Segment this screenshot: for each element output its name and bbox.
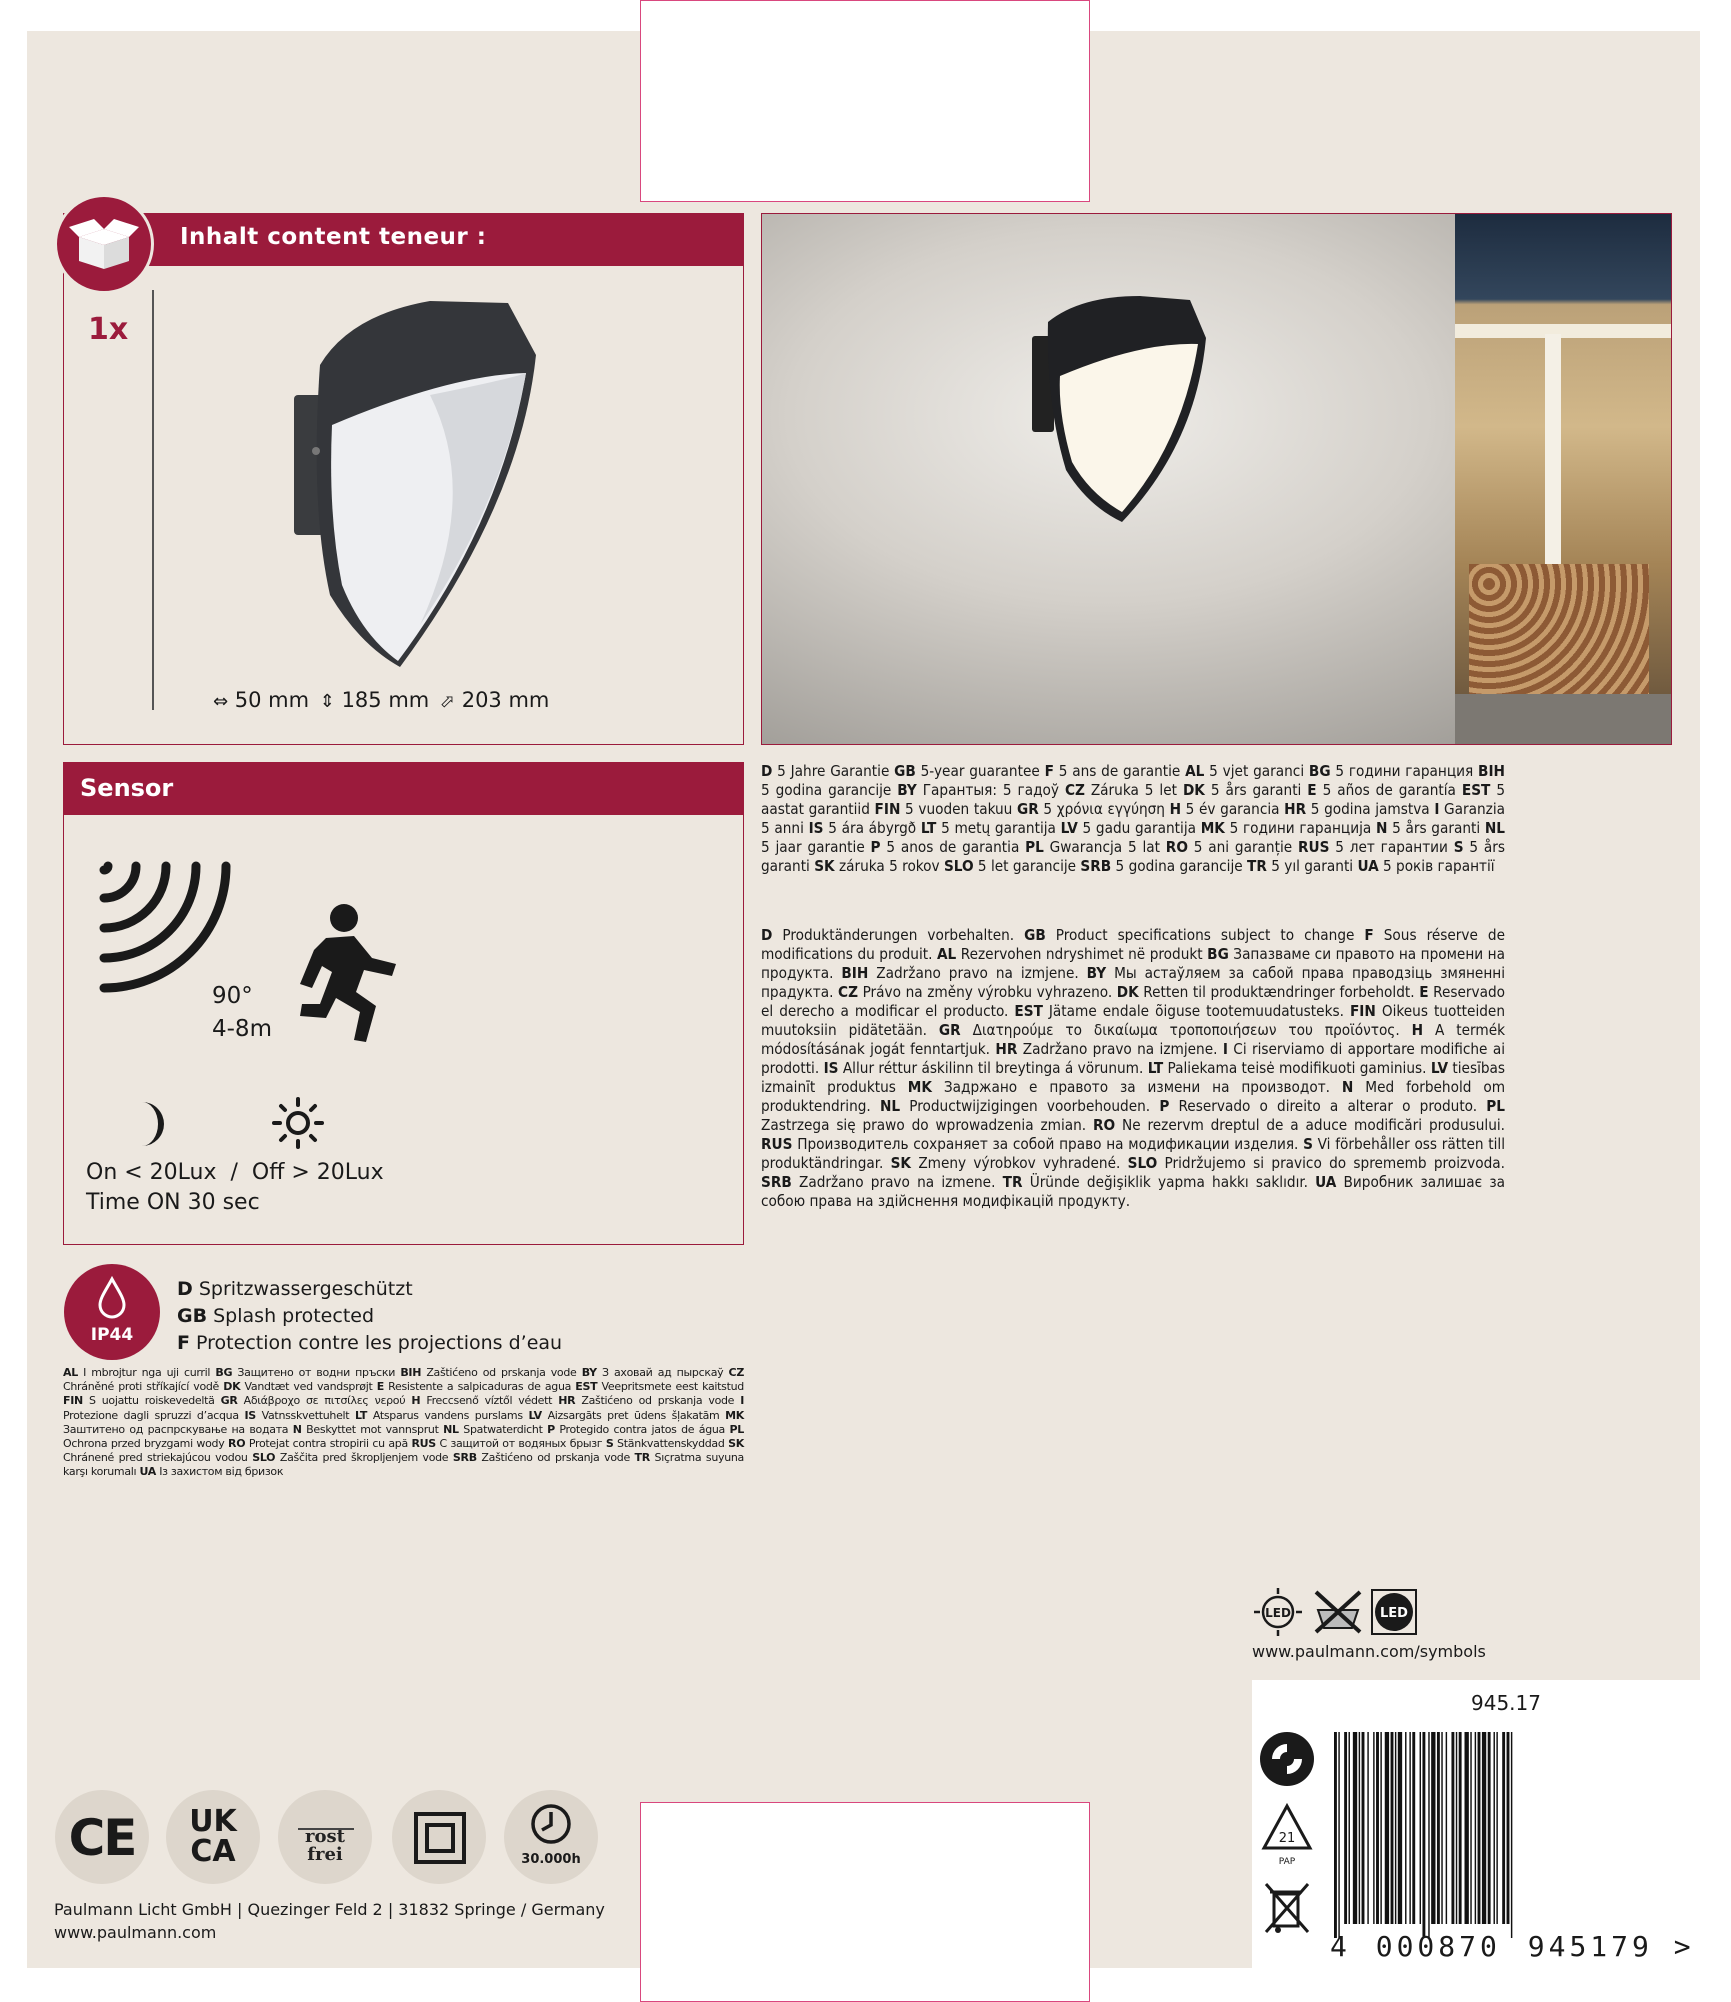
- barcode-bar: [1502, 1732, 1505, 1924]
- die-cut-bottom: [640, 1802, 1090, 2002]
- article-number: 945.17: [1471, 1691, 1541, 1715]
- guarantee-gb: GB 5-year guarantee: [894, 762, 1045, 780]
- sensor-header: [63, 762, 744, 815]
- barcode-bar: [1344, 1732, 1347, 1924]
- barcode-bar: [1420, 1732, 1421, 1924]
- guarantee-sk: SK záruka 5 rokov: [814, 857, 944, 875]
- barcode-bar: [1385, 1732, 1389, 1924]
- change-h: H A termék módosításának jogát fenntartjuk.: [761, 1021, 1506, 1058]
- width-value: 50 mm: [234, 688, 310, 712]
- ip-small-pl: PL Ochrona przed bryzgami wody: [63, 1422, 744, 1451]
- box-icon: [57, 197, 151, 291]
- barcode-bar: [1398, 1732, 1402, 1924]
- wheelie-bin-crossed-icon: [1262, 1880, 1312, 1936]
- sensor-title: Sensor: [80, 774, 174, 802]
- photo-carport-inset: [1455, 214, 1671, 745]
- recycle-pap-icon: [1258, 1800, 1316, 1868]
- barcode-digits: 4 000870 945179 >: [1330, 1930, 1691, 1963]
- moon-icon: [134, 1100, 170, 1148]
- change-e: E Reservado el derecho a modificar el producto.: [761, 983, 1505, 1020]
- sensor-lux: On < 20Lux / Off > 20Lux: [86, 1160, 384, 1185]
- change-hr: HR Zadržano pravo na izmjene.: [995, 1040, 1223, 1058]
- green-dot-icon: [1258, 1730, 1316, 1788]
- ip-small-lt: LT Atsparus vandens purslams: [355, 1408, 529, 1422]
- guarantee-mk: MK 5 години гаранција: [1200, 819, 1376, 837]
- change-gr: GR Διατηρούμε το δικαίωμα τροποποιήσεων του προϊόντος.: [938, 1021, 1412, 1039]
- symbols-url: www.paulmann.com/symbols: [1252, 1642, 1486, 1661]
- change-slo: SLO Pridržujemo si pravico do sprememb proizvoda.: [1127, 1154, 1505, 1172]
- width-arrow-icon: ⇔: [213, 691, 229, 712]
- clock-icon: [529, 1802, 573, 1846]
- barcode-bar: [1395, 1732, 1396, 1924]
- guarantee-e: E 5 años de garantía: [1307, 781, 1462, 799]
- depth-value: 203 mm: [461, 688, 550, 712]
- sensor-time: Time ON 30 sec: [86, 1190, 260, 1215]
- change-is: IS Allur réttur áskilinn til breytinga á vörunum.: [823, 1059, 1148, 1077]
- change-fin: FIN Oikeus tuotteiden muutoksiin pidätetään.: [761, 1002, 1505, 1039]
- change-p: P Reservado o direito a alterar o produto.: [1159, 1097, 1487, 1115]
- sun-icon: [272, 1097, 324, 1149]
- ip-small-bih: BIH Zaštićeno od prskanja vode: [400, 1366, 582, 1379]
- barcode-bar: [1353, 1732, 1357, 1924]
- guarantee-bih: BIH 5 godina garancije: [761, 762, 1505, 799]
- ip-small-al: AL I mbrojtur nga uji curril: [63, 1366, 216, 1379]
- guarantee-nl: NL 5 jaar garantie: [761, 819, 1505, 856]
- barcode-bar: [1441, 1732, 1442, 1924]
- ip-small-srb: SRB Zaštićeno od prskanja vode: [452, 1451, 635, 1465]
- barcode-bar: [1478, 1732, 1481, 1924]
- barcode-bar: [1367, 1732, 1368, 1924]
- barcode-bar: [1380, 1732, 1381, 1924]
- barcode-bar: [1409, 1732, 1410, 1924]
- running-person-icon: [296, 902, 404, 1042]
- ip-small-h: H Freccsenő víztől védett: [411, 1394, 559, 1408]
- change-ua: UA Виробник залишає за собою права на здійснення модифікацій продукту.: [761, 1173, 1505, 1210]
- product-photo: [761, 213, 1672, 745]
- barcode-bar: [1475, 1732, 1476, 1924]
- barcode-bar: [1362, 1732, 1365, 1924]
- change-nl: NL Productwijzigingen voorbehouden.: [879, 1097, 1160, 1115]
- barcode-bar: [1456, 1732, 1457, 1924]
- guarantee-rus: RUS 5 лет гарантии: [1297, 838, 1454, 856]
- ip44-badge: [64, 1264, 160, 1360]
- ip-small-cz: CZ Chráněné proti stříkající vodě: [63, 1366, 744, 1394]
- barcode-bar: [1459, 1732, 1462, 1924]
- contents-title: Inhalt content teneur :: [180, 224, 487, 250]
- change-bg: BG Запазваме си правото на промени на продукта.: [761, 945, 1505, 982]
- ukca-mark: UK CA: [166, 1790, 260, 1884]
- lifetime-mark: 30.000h: [504, 1790, 598, 1884]
- barcode-bar: [1451, 1732, 1454, 1924]
- led-symbols: [1252, 1586, 1452, 1638]
- guarantee-ua: UA 5 років гарантії: [1357, 857, 1495, 875]
- barcode-bar: [1422, 1732, 1425, 1938]
- ip-small-dk: DK Vandtæt ved vandsprøjt: [223, 1380, 377, 1394]
- svg-text:LED: LED: [1265, 1606, 1291, 1620]
- ip-small-ro: RO Protejat contra stropirii cu apă: [228, 1437, 412, 1451]
- ip-small-i: I Protezione dagli spruzzi d’acqua: [63, 1394, 745, 1422]
- guarantee-slo: SLO 5 let garancije: [943, 857, 1081, 875]
- guarantee-s: S 5 års garanti: [761, 838, 1505, 875]
- ip-small-slo: SLO Zaščita pred škropljenjem vode: [252, 1451, 453, 1465]
- barcode-bar: [1431, 1732, 1435, 1924]
- barcode-bar: [1482, 1732, 1486, 1924]
- height-arrow-icon: ⇕: [319, 691, 335, 712]
- guarantee-block: [761, 762, 1505, 876]
- ip-small-sk: SK Chránené pred striekajúcou vodou: [63, 1437, 744, 1465]
- ip-small-e: E Resistente a salpicaduras de agua: [376, 1380, 576, 1394]
- company-address: Paulmann Licht GmbH | Quezinger Feld 2 | 31832 Springe / Germany: [54, 1900, 605, 1919]
- guarantee-bg: BG 5 години гаранция: [1308, 762, 1479, 780]
- sensor-range: 4-8m: [212, 1016, 272, 1042]
- guarantee-lv: LV 5 gadu garantija: [1060, 819, 1201, 837]
- ean-barcode: [1330, 1732, 1630, 1954]
- ip-small-ua: UA Із захистом від бризок: [139, 1465, 284, 1479]
- change-bih: BIH Zadržano pravo na izmjene.: [841, 964, 1087, 982]
- guarantee-dk: DK 5 års garanti: [1182, 781, 1308, 799]
- ce-mark: CE: [55, 1790, 149, 1884]
- change-gb: GB Product specifications subject to change: [1024, 926, 1365, 944]
- barcode-bar: [1511, 1732, 1512, 1938]
- guarantee-is: IS 5 ára ábyrgð: [808, 819, 921, 837]
- barcode-bar: [1334, 1732, 1337, 1938]
- barcode-bar: [1494, 1732, 1495, 1924]
- change-n: N Med forbehold om produktendring.: [761, 1078, 1506, 1115]
- barcode-bar: [1470, 1732, 1471, 1924]
- ip-small-est: EST Veepritsmete eest kaitstud: [575, 1380, 744, 1394]
- guarantee-p: P 5 anos de garantia: [870, 838, 1026, 856]
- change-pl: PL Zastrzega się prawo do wprowadzenia zmian.: [761, 1097, 1505, 1134]
- ip-multilingual-block: [63, 1366, 744, 1480]
- barcode-bar: [1412, 1732, 1415, 1924]
- barcode-bar: [1373, 1732, 1374, 1924]
- guarantee-h: H 5 év garancia: [1169, 800, 1285, 818]
- change-f: F Sous réserve de modifications du produit.: [761, 926, 1505, 963]
- contents-header: [100, 213, 744, 266]
- dimensions-row: [213, 688, 549, 712]
- ip-line-gb: GB Splash protected: [177, 1305, 375, 1327]
- guarantee-srb: SRB 5 godina garancije: [1080, 857, 1248, 875]
- ip-line-d: D Spritzwassergeschützt: [177, 1278, 413, 1300]
- ip-small-p: P Protegido contra jatos de água: [547, 1422, 730, 1436]
- barcode-bar: [1359, 1732, 1360, 1924]
- ip-small-rus: RUS С защитой от водяных брызг: [411, 1437, 606, 1451]
- barcode-bar: [1376, 1732, 1379, 1924]
- ip-line-f: F Protection contre les projections d’eau: [177, 1332, 563, 1354]
- change-cz: CZ Právo na změny výrobku vyhrazeno.: [838, 983, 1117, 1001]
- guarantee-tr: TR 5 yıl garanti: [1247, 857, 1358, 875]
- guarantee-al: AL 5 vjet garanci: [1185, 762, 1309, 780]
- guarantee-gr: GR 5 χρόνια εγγύηση: [1016, 800, 1170, 818]
- guarantee-i: I Garanzia 5 anni: [761, 800, 1505, 837]
- change-lt: LT Paliekama teisė modifikuoti gaminius.: [1147, 1059, 1431, 1077]
- die-cut-top: [640, 0, 1090, 202]
- barcode-bar: [1507, 1732, 1510, 1924]
- change-al: AL Rezervohen ndryshimet në produkt: [936, 945, 1208, 963]
- guarantee-d: D 5 Jahre Garantie: [761, 762, 895, 780]
- no-replace-icon: [1312, 1588, 1364, 1636]
- ip-small-bg: BG Защитено от водни пръски: [215, 1366, 401, 1379]
- svg-text:LED: LED: [1380, 1606, 1408, 1621]
- class2-mark: [392, 1790, 486, 1884]
- barcode-bar: [1405, 1732, 1406, 1924]
- change-tr: TR Üründe değişiklik yapma hakkı saklıdır.: [1002, 1173, 1316, 1191]
- change-lv: LV tiesības izmainīt produktus: [761, 1059, 1506, 1096]
- ip-small-nl: NL Spatwaterdicht: [443, 1422, 548, 1436]
- change-ro: RO Ne rezervm dreptul de a aduce modificări produsului.: [1092, 1116, 1505, 1134]
- barcode-bar: [1488, 1732, 1491, 1924]
- ip-rating: IP44: [90, 1325, 134, 1345]
- quantity-label: 1x: [88, 312, 129, 347]
- ip-small-n: N Beskyttet mot vannsprut: [292, 1422, 444, 1436]
- guarantee-cz: CZ Záruka 5 let: [1064, 781, 1183, 799]
- ip-small-fin: FIN S uojattu roiskevedeltä: [63, 1394, 221, 1408]
- guarantee-f: F 5 ans de garantie: [1044, 762, 1186, 780]
- depth-arrow-icon: ⬀: [439, 691, 456, 712]
- ip-small-tr: TR Sıçratma suyuna karşı korumalı: [63, 1451, 744, 1479]
- ip-small-s: S Stänkvattenskyddad: [605, 1437, 729, 1451]
- quantity-divider: [152, 290, 154, 710]
- change-d: D Produktänderungen vorbehalten.: [761, 926, 1025, 944]
- barcode-bar: [1437, 1732, 1440, 1924]
- change-s: S Vi förbehåller oss rätten till produktändringar.: [761, 1135, 1505, 1172]
- height-value: 185 mm: [341, 688, 430, 712]
- ip-small-hr: HR Zaštićeno od prskanja vode: [558, 1394, 741, 1408]
- ip-small-lv: LV Aizsargāts pret ūdens šļakatām: [528, 1408, 726, 1422]
- barcode-bar: [1465, 1732, 1469, 1924]
- ip-small-by: BY З аховай ад пырскаў: [581, 1366, 729, 1379]
- ip-small-gr: GR Αδιάβροχο σε πιτσίλες νερού: [220, 1394, 412, 1408]
- rostfrei-mark: rost frei: [278, 1790, 372, 1884]
- water-drop-icon: [96, 1276, 128, 1320]
- guarantee-by: BY Гарантыя: 5 гадоў: [897, 781, 1065, 799]
- change-i: I Ci riserviamo di apportare modifiche ai prodotti.: [761, 1040, 1506, 1077]
- barcode-bar: [1391, 1732, 1394, 1924]
- barcode-bar: [1349, 1732, 1350, 1924]
- guarantee-est: EST 5 aastat garantiid: [761, 781, 1506, 818]
- guarantee-n: N 5 års garanti: [1375, 819, 1485, 837]
- barcode-bar: [1428, 1732, 1429, 1938]
- change-by: BY Мы астаўляем за сабой права праводзіць змяненні прадукта.: [761, 964, 1505, 1001]
- change-sk: SK Zmeny výrobkov vyhradené.: [890, 1154, 1128, 1172]
- photo-lamp: [1030, 294, 1210, 524]
- change-dk: DK Retten til produktændringer forbeholdt.: [1116, 983, 1420, 1001]
- ip-small-mk: MK Заштитено од распрскување на водата: [63, 1408, 745, 1436]
- company-web: www.paulmann.com: [54, 1923, 217, 1942]
- change-est: EST Jätame endale õiguse tootemuudatusteks.: [1014, 1002, 1350, 1020]
- ip-main-lines: [177, 1276, 562, 1357]
- guarantee-pl: PL Gwarancja 5 lat: [1025, 838, 1166, 856]
- box-icon-badge: [54, 194, 154, 294]
- product-changes-block: [761, 926, 1505, 1211]
- led-module-icon: [1370, 1588, 1418, 1636]
- change-srb: SRB Zadržano pravo na izmene.: [761, 1173, 1003, 1191]
- change-mk: MK Задржано е правото за измени на производот.: [907, 1078, 1342, 1096]
- svg-text:PAP: PAP: [1278, 1857, 1296, 1867]
- guarantee-fin: FIN 5 vuoden takuu: [874, 800, 1017, 818]
- barcode-bar: [1338, 1732, 1339, 1938]
- sensor-angle: 90°: [212, 983, 253, 1009]
- change-rus: RUS Производитель сохраняет за собой право на модификации изделия.: [761, 1135, 1304, 1153]
- barcode-bar: [1446, 1732, 1447, 1924]
- ip-small-is: IS Vatnsskvettuhelt: [244, 1408, 356, 1422]
- guarantee-hr: HR 5 godina jamstva: [1284, 800, 1435, 818]
- guarantee-lt: LT 5 metų garantija: [920, 819, 1061, 837]
- product-illustration: [290, 295, 540, 675]
- svg-text:21: 21: [1278, 1831, 1296, 1846]
- barcode-bar: [1496, 1732, 1497, 1924]
- led-bulb-icon: [1252, 1586, 1304, 1638]
- guarantee-ro: RO 5 ani garanție: [1165, 838, 1298, 856]
